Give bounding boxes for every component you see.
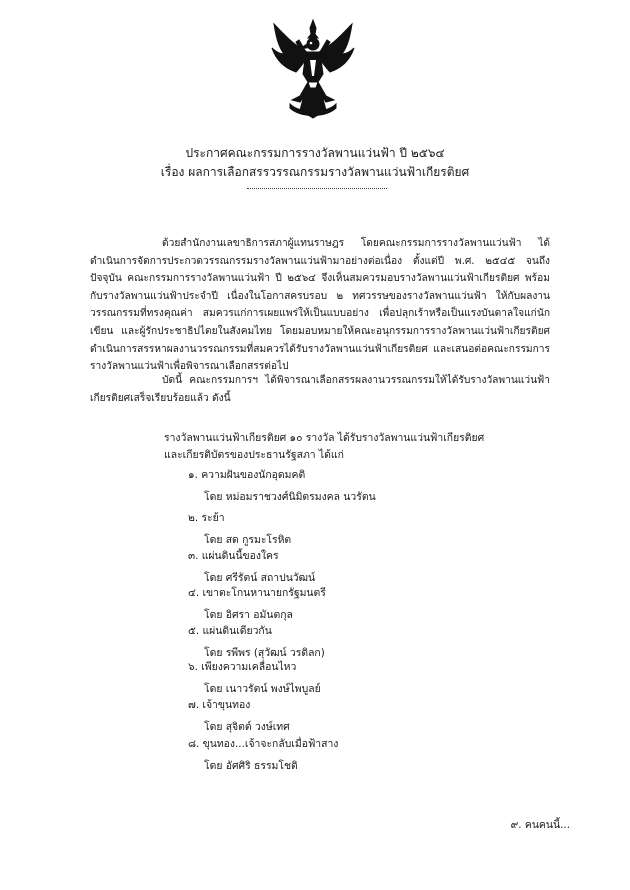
work-title: ๔. เขาตะโกนหานายกรัฐมนตรี [188, 587, 326, 599]
award-intro-line-2: และเกียรติบัตรของประธานรัฐสภา ได้แก่ [164, 449, 344, 461]
continuation-marker: ๙. คนคนนี้... [510, 819, 570, 831]
work-author: โดย อิศรา อมันตกุล [204, 609, 293, 621]
work-title: ๕. แผ่นดินเดียวกัน [188, 625, 272, 637]
work-title: ๘. ขุนทอง...เจ้าจะกลับเมื่อฟ้าสาง [188, 738, 339, 750]
work-author: โดย เนาวรัตน์ พงษ์ไพบูลย์ [204, 683, 321, 695]
work-title: ๒. ระย้า [188, 512, 225, 524]
paragraph-intro-text: ด้วยสำนักงานเลขาธิการสภาผู้แทนราษฎร โดยคณะกรรมการรางวัลพานแว่นฟ้า ได้ดำเนินการจัดการประกวดวรรณกรรมรางวัลพานแว่นฟ้ามาอย่างต่อเนื่อง ตั้งแต่ปี พ.ศ. ๒๕๔๕ จนถึงปัจจุบัน คณะกรรมการรางวัลพานแว่นฟ้า ปี ๒๕๖๔ จึงเห็นสมควรมอบรางวัลพานแว่นฟ้าเกียรติยศ พร้อมกับรางวัลพานแว่นฟ้าประจำปี เนื่องในโอกาสครบรอบ ๒ ทศวรรษของรางวัลพานแว่นฟ้า ให้กับผลงานวรรณกรรมที่ทรงคุณค่า สมควรแก่การเผยแพร่ให้เป็นแบบอย่าง เพื่อปลุกเร้าหรือเป็นแรงบันดาลใจแก่นักเขียน และผู้รักประชาธิปไตยในสังคมไทย โดยมอบหมายให้คณะอนุกรรมการรางวัลพานแว่นฟ้าเกียรติยศ ดำเนินการสรรหาผลงานวรรณกรรมที่สมควรได้รับรางวัลพานแว่นฟ้าเกียรติยศ และเสนอต่อคณะกรรมการรางวัลพานแว่นฟ้าเพื่อพิจารณาเลือกสรรต่อไป [90, 238, 550, 373]
work-author: โดย สด กูรมะโรหิต [204, 534, 292, 546]
garuda-emblem [270, 18, 356, 122]
paragraph-intro [90, 235, 550, 376]
work-title: ๑. ความฝันของนักอุดมคติ [188, 469, 306, 481]
paragraph-result-text: บัดนี้ คณะกรรมการฯ ได้พิจารณาเลือกสรรผลงานวรรณกรรมให้ได้รับรางวัลพานแว่นฟ้าเกียรติยศเสร็จเรียบร้อยแล้ว ดังนี้ [90, 375, 550, 404]
work-title: ๗. เจ้าขุนทอง [188, 699, 251, 711]
work-title: ๓. แผ่นดินนี้ของใคร [188, 550, 279, 562]
paragraph-result [90, 372, 550, 407]
notice-subject: เรื่อง ผลการเลือกสรรวรรณกรรมรางวัลพานแว่นฟ้าเกียรติยศ [160, 165, 470, 179]
work-title: ๖. เพียงความเคลื่อนไหว [188, 661, 297, 673]
work-author: โดย ศรีรัตน์ สถาปนวัฒน์ [204, 572, 316, 584]
work-author: โดย หม่อมราชวงศ์นิมิตรมงคล นวรัตน [204, 491, 376, 503]
award-intro-line-1: รางวัลพานแว่นฟ้าเกียรติยศ ๑๐ รางวัล ได้รับรางวัลพานแว่นฟ้าเกียรติยศ [164, 432, 485, 444]
work-author: โดย รพีพร (สุวัฒน์ วรดิลก) [204, 647, 325, 659]
work-author: โดย อัศศิริ ธรรมโชติ [204, 760, 298, 772]
dotted-divider [247, 188, 387, 189]
work-author: โดย สุจิตต์ วงษ์เทศ [204, 721, 290, 733]
notice-title: ประกาศคณะกรรมการรางวัลพานแว่นฟ้า ปี ๒๕๖๔ [185, 146, 445, 160]
